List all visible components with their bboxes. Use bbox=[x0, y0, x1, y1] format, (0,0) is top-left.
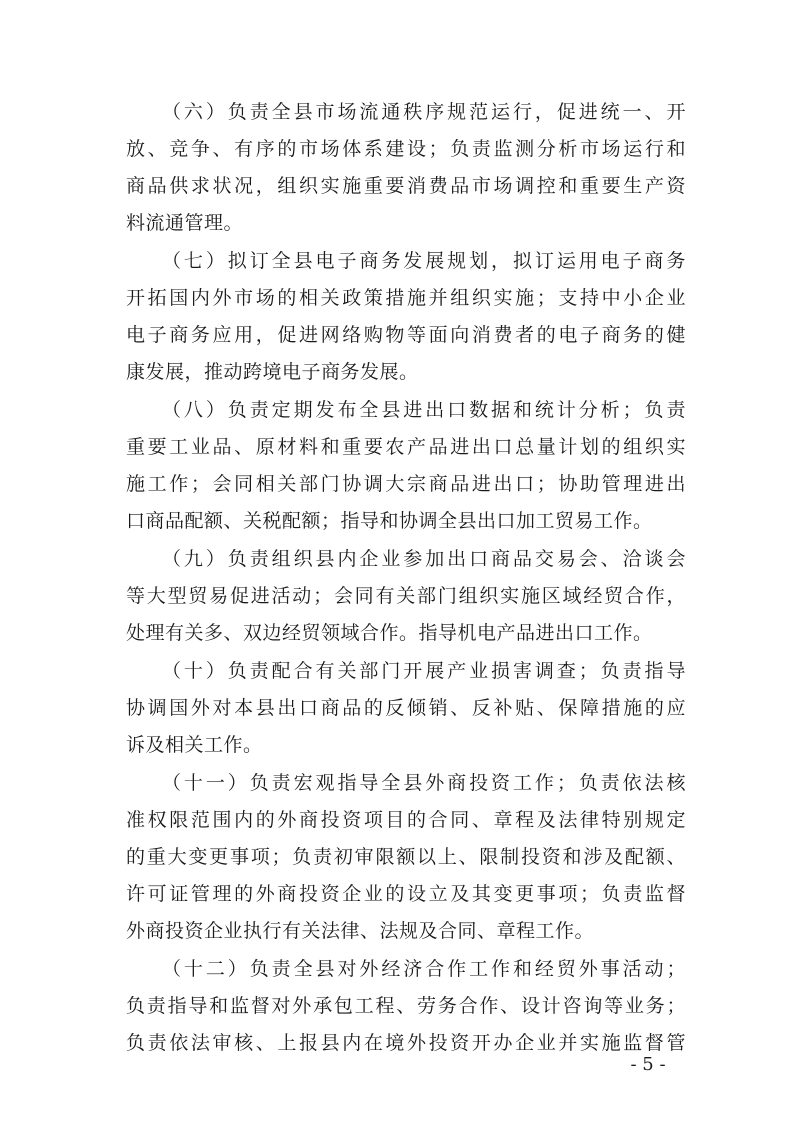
paragraph-10-line-1: （十）负责配合有关部门开展产业损害调查；负责指导 bbox=[162, 660, 686, 682]
paragraph-11-line-1: （十一）负责宏观指导全县外商投资工作；负责依法核 bbox=[162, 772, 686, 794]
paragraph-9-line-3: 处理有关多、双边经贸领域合作。指导机电产品进出口工作。 bbox=[126, 622, 653, 644]
paragraph-12-line-1: （十二）负责全县对外经济合作工作和经贸外事活动； bbox=[162, 958, 686, 980]
paragraph-8-line-2: 重要工业品、原材料和重要农产品进出口总量计划的组织实 bbox=[126, 436, 686, 458]
paragraph-12-line-2: 负责指导和监督对外承包工程、劳务合作、设计咨询等业务； bbox=[126, 995, 686, 1017]
page-number: - 5 - bbox=[630, 1054, 666, 1075]
paragraph-11-line-2: 准权限范围内的外商投资项目的合同、章程及法律特别规定 bbox=[126, 809, 686, 831]
paragraph-8-line-3: 施工作；会同相关部门协调大宗商品进出口；协助管理进出 bbox=[126, 473, 686, 495]
paragraph-7-line-3: 电子商务应用，促进网络购物等面向消费者的电子商务的健 bbox=[126, 324, 686, 346]
paragraph-6-line-1: （六）负责全县市场流通秩序规范运行，促进统一、开 bbox=[162, 101, 686, 123]
paragraph-9-line-1: （九）负责组织县内企业参加出口商品交易会、洽谈会 bbox=[162, 548, 686, 570]
paragraph-11-line-4: 许可证管理的外商投资企业的设立及其变更事项；负责监督 bbox=[126, 883, 686, 905]
paragraph-8-line-1: （八）负责定期发布全县进出口数据和统计分析；负责 bbox=[162, 399, 686, 421]
paragraph-11-line-5: 外商投资企业执行有关法律、法规及合同、章程工作。 bbox=[126, 920, 595, 942]
paragraph-7-line-2: 开拓国内外市场的相关政策措施并组织实施；支持中小企业 bbox=[126, 287, 686, 309]
paragraph-12-line-3: 负责依法审核、上报县内在境外投资开办企业并实施监督管 bbox=[126, 1032, 686, 1054]
paragraph-7-line-1: （七）拟订全县电子商务发展规划，拟订运用电子商务 bbox=[162, 250, 686, 272]
paragraph-6-line-2: 放、竞争、有序的市场体系建设；负责监测分析市场运行和 bbox=[126, 138, 686, 160]
paragraph-9-line-2: 等大型贸易促进活动；会同有关部门组织实施区域经贸合作， bbox=[126, 585, 686, 607]
paragraph-6-line-4: 料流通管理。 bbox=[126, 212, 244, 234]
paragraph-8-line-4: 口商品配额、关税配额；指导和协调全县出口加工贸易工作。 bbox=[126, 510, 653, 532]
paragraph-6-line-3: 商品供求状况，组织实施重要消费品市场调控和重要生产资 bbox=[126, 175, 686, 197]
paragraph-10-line-2: 协调国外对本县出口商品的反倾销、反补贴、保障措施的应 bbox=[126, 697, 686, 719]
paragraph-10-line-3: 诉及相关工作。 bbox=[126, 734, 263, 756]
paragraph-11-line-3: 的重大变更事项；负责初审限额以上、限制投资和涉及配额、 bbox=[126, 846, 686, 868]
paragraph-7-line-4: 康发展，推动跨境电子商务发展。 bbox=[126, 361, 419, 383]
